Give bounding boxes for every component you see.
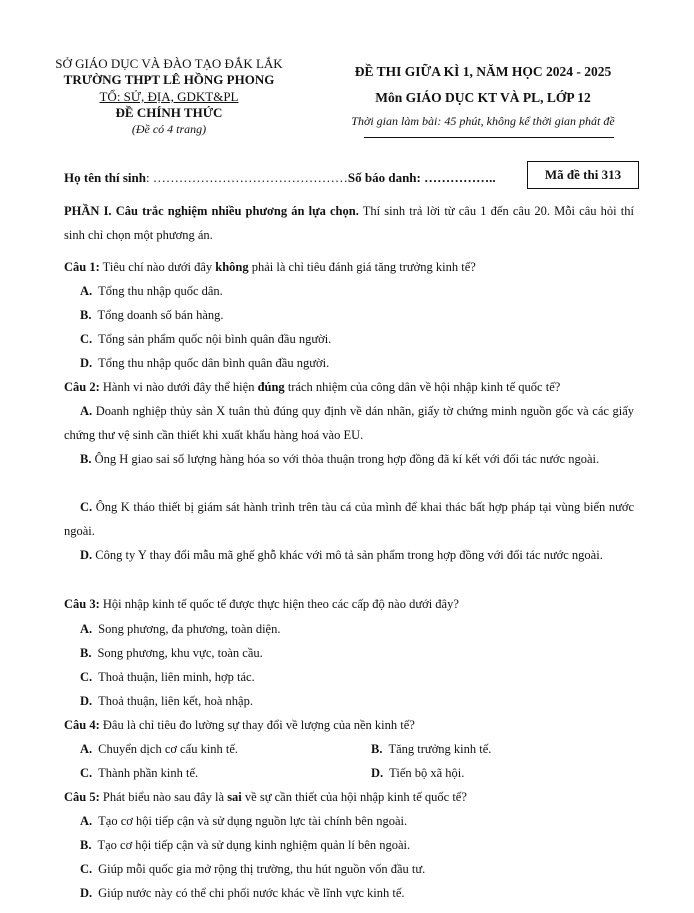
option-key: A. [80,404,93,418]
question-text: Đâu là chỉ tiêu đo lường sự thay đổi về lượng của nền kinh tế? [99,718,415,732]
q5-option-c[interactable] [80,862,425,877]
exam-title: ĐỀ THI GIỮA KÌ 1, NĂM HỌC 2024 - 2025 [354,64,612,79]
page-count: (Đề có 4 trang) [131,122,207,136]
option-key: B. [80,646,92,660]
question-number: Câu 3: [64,597,100,611]
question-text: Hành vi nào dưới đây thể hiện [99,380,258,394]
option-text: Tăng trưởng kinh tế. [388,742,492,756]
option-text: Công ty Y thay đổi mẫu mã ghế ghỗ khác với mô tả sản phẩm trong hợp đồng với đối tác nước ngoài. [95,548,603,562]
option-text: Tổng thu nhập quốc dân. [98,284,223,298]
exam-code-box [527,161,639,189]
option-key: D. [80,886,93,900]
part1-title: PHẦN I. Câu trắc nghiệm nhiều phương án lựa chọn. [64,204,359,218]
question-text: Tiêu chí nào dưới đây [99,260,216,274]
exam-time: Thời gian làm bài: 45 phút, không kể thời gian phát đề [351,114,615,128]
question-2 [64,380,560,395]
option-text: Tiến bộ xã hội. [389,766,465,780]
option-key: A. [80,742,93,756]
option-key: A. [80,284,93,298]
question-5 [64,790,467,805]
student-name-label: Họ tên thí sinh [64,170,146,185]
q2-option-c[interactable] [64,495,634,543]
question-text-end: phải là chỉ tiêu đánh giá tăng trưởng kinh tế? [248,260,476,274]
q2-option-b[interactable] [64,447,634,471]
question-emphasis: không [215,260,249,274]
student-id-label: Số báo danh: [347,170,421,185]
option-text: Giúp nước này có thể chi phối nước khác về lĩnh vực kinh tế. [98,886,405,900]
option-text: Tạo cơ hội tiếp cận và sử dụng nguồn lực tài chính bên ngoài. [98,814,408,828]
q5-option-b[interactable] [80,838,410,853]
option-text: Doanh nghiệp thủy sản X tuân thủ đúng quy định về dán nhãn, giấy tờ chứng minh nguồn gốc và các giấy chứng thư vệ sinh cần thiết khi xuất khẩu hàng hoá vào EU. [64,404,634,442]
question-number: Câu 5: [64,790,100,804]
student-name-dots: : ……………………………………… [146,170,348,185]
option-text: Ông K tháo thiết bị giám sát hành trình trên tàu cá của mình để khai thác bất hợp pháp tại vùng biển nước ngoài. [64,500,635,538]
q1-option-a[interactable] [80,284,223,299]
q1-option-c[interactable] [80,332,331,347]
q3-option-a[interactable] [80,622,280,637]
question-number: Câu 4: [64,718,100,732]
part1-description: Thí sinh trả lời từ câu 1 đến câu 20. Mỗi câu hỏi thí sinh chỉ chọn một phương án. [64,204,634,242]
question-number: Câu 1: [64,260,100,274]
option-key: B. [371,742,383,756]
option-text: Tổng thu nhập quốc dân bình quân đầu người. [98,356,330,370]
department-name: SỞ GIÁO DỤC VÀ ĐÀO TẠO ĐẮK LẮK [55,56,283,71]
option-text: Ông H giao sai số lượng hàng hóa so với thỏa thuận trong hợp đồng đã kí kết với đối tác nước ngoài. [94,452,600,466]
exam-subject: Môn GIÁO DỤC KT VÀ PL, LỚP 12 [375,90,591,105]
q4-option-c[interactable] [80,766,198,781]
q4-option-a[interactable] [80,742,238,757]
q2-option-a[interactable] [64,399,634,447]
q1-option-b[interactable] [80,308,224,323]
option-key: C. [80,766,93,780]
question-number: Câu 2: [64,380,100,394]
option-key: A. [80,814,93,828]
option-text: Tổng sản phẩm quốc nội bình quân đầu người. [98,332,332,346]
option-key: D. [80,548,93,562]
option-text: Thoả thuận, liên minh, hợp tác. [98,670,255,684]
question-1 [64,260,476,275]
option-text: Giúp mỗi quốc gia mở rộng thị trường, thu hút nguồn vốn đầu tư. [98,862,426,876]
q4-option-b[interactable] [371,742,491,757]
question-4 [64,718,415,733]
q4-option-d[interactable] [371,766,464,781]
option-text: Tạo cơ hội tiếp cận và sử dụng kinh nghiệm quản lí bên ngoài. [97,838,411,852]
question-text-end: trách nhiệm của công dân về hội nhập kinh tế quốc tế? [284,380,561,394]
option-text: Tổng doanh số bán hàng. [97,308,224,322]
option-key: C. [80,670,93,684]
question-text-end: về sự cần thiết của hội nhập kinh tế quốc tế? [241,790,467,804]
option-key: B. [80,308,92,322]
question-text: Hội nhập kinh tế quốc tế được thực hiện theo các cấp độ nào dưới đây? [99,597,459,611]
option-key: C. [80,500,93,514]
option-key: B. [80,452,92,466]
q2-option-d[interactable] [64,543,634,567]
official-label: ĐỀ CHÍNH THỨC [115,105,223,120]
option-text: Song phương, đa phương, toàn diện. [98,622,281,636]
student-id-dots: …………….. [420,170,496,185]
question-emphasis: đúng [257,380,285,394]
question-emphasis: sai [227,790,242,804]
student-name-row [64,170,496,186]
q3-option-d[interactable] [80,694,253,709]
q3-option-b[interactable] [80,646,263,661]
school-name: TRƯỜNG THPT LÊ HỒNG PHONG [63,72,275,87]
q5-option-d[interactable] [80,886,405,901]
option-key: B. [80,838,92,852]
question-3 [64,597,459,612]
option-text: Thoả thuận, liên kết, hoà nhập. [98,694,253,708]
option-key: D. [80,694,93,708]
option-key: A. [80,622,93,636]
option-key: C. [80,332,93,346]
exam-code: Mã đề thi 313 [544,167,622,182]
option-text: Thành phần kinh tế. [98,766,199,780]
part1-instructions [64,199,634,247]
option-key: D. [80,356,93,370]
header-rule [364,137,614,138]
option-text: Chuyển dịch cơ cấu kinh tế. [98,742,239,756]
q5-option-a[interactable] [80,814,407,829]
q3-option-c[interactable] [80,670,255,685]
option-key: D. [371,766,384,780]
option-key: C. [80,862,93,876]
question-text: Phát biểu nào sau đây là [99,790,228,804]
group-name: TỔ: SỬ, ĐỊA, GDKT&PL [99,89,239,104]
q1-option-d[interactable] [80,356,329,371]
option-text: Song phương, khu vực, toàn cầu. [97,646,263,660]
